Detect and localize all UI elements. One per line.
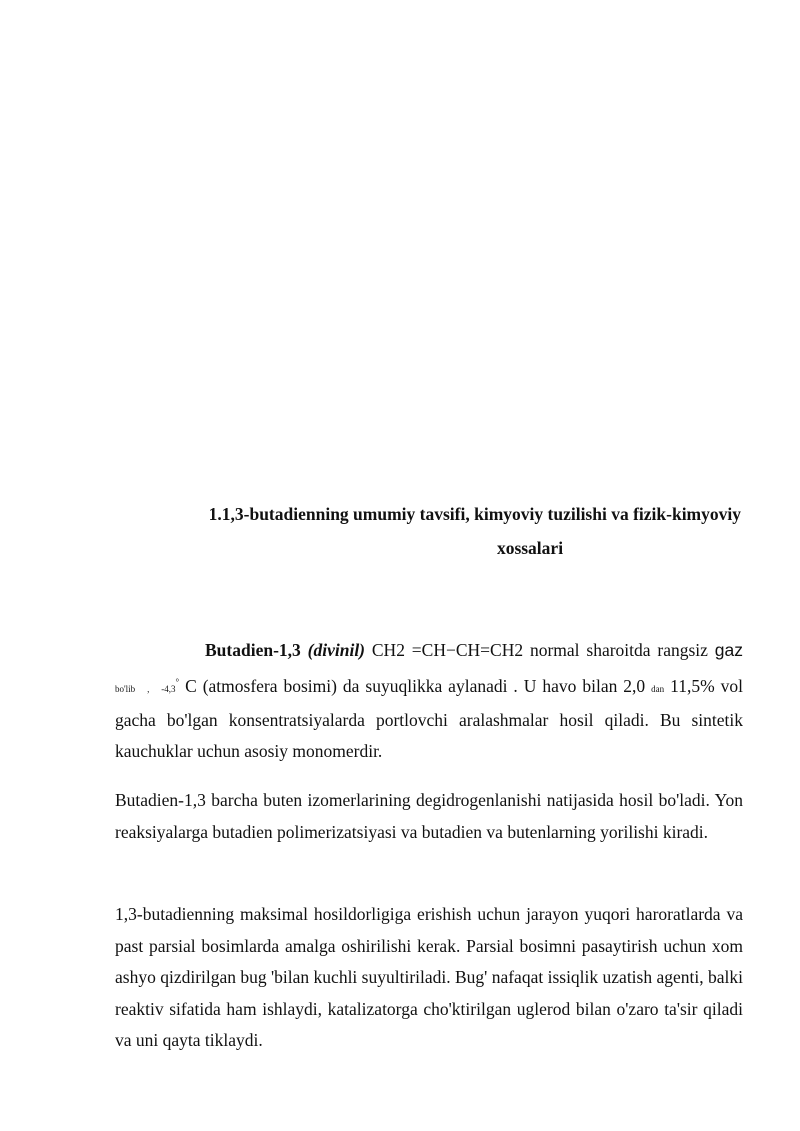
degree-sign: ° bbox=[175, 676, 180, 687]
subscript-temperature: -4,3 bbox=[161, 683, 176, 694]
term-divinil: (divinil) bbox=[307, 640, 366, 660]
paragraph-3: 1,3-butadienning maksimal hosildorligiga erishish uchun jarayon yuqori haroratlarda va past parsial bosimlarda amalga oshirilishi kerak. Parsial bosimni pasaytirish uchun xom ashyo qizdirilgan bug 'bilan kuchli suyultiriladi. Bug' nafaqat issiqlik uzatish agenti, balki reaktiv sifatida ham ishlaydi, katalizatorga cho'ktirilgan uglerod bilan o'zaro ta'sir qiladi va uni qayta tiklaydi. bbox=[115, 904, 743, 1050]
paragraph-2: Butadien-1,3 barcha buten izomerlarining degidrogenlanishi natijasida hosil bo'ladi. Yon reaksiyalarga butadien polimerizatsiyasi va butadien va butenlarning yorilishi kiradi. bbox=[115, 790, 743, 842]
subscript-comma: , bbox=[147, 683, 150, 694]
formula-text: CH2 =CH−CH=CH2 normal sharoitda rangsiz bbox=[365, 640, 715, 660]
heading-line-1: 1.1,3-butadienning umumiy tavsifi, kimyoviy tuzilishi va fizik-kimyoviy bbox=[208, 504, 741, 524]
subscript-dan: dan bbox=[651, 683, 665, 694]
paragraph-1 bbox=[115, 635, 743, 768]
paragraph-1-text-3: 11,5% vol gacha bo'lgan konsentratsiyalarda portlovchi aralashmalar hosil qiladi. Bu sintetik kauchuklar uchun asosiy monomerdir. bbox=[115, 675, 744, 762]
section-heading bbox=[115, 497, 745, 565]
paragraph-1-text-2: C (atmosfera bosimi) da suyuqlikka aylanadi . U havo bilan 2,0 bbox=[179, 675, 652, 696]
gaz-word: gaz bbox=[714, 640, 744, 660]
heading-line-2: xossalari bbox=[496, 538, 564, 558]
subscript-bolib: bo'lib bbox=[115, 683, 136, 694]
term-butadiene: Butadien-1,3 bbox=[205, 640, 301, 660]
